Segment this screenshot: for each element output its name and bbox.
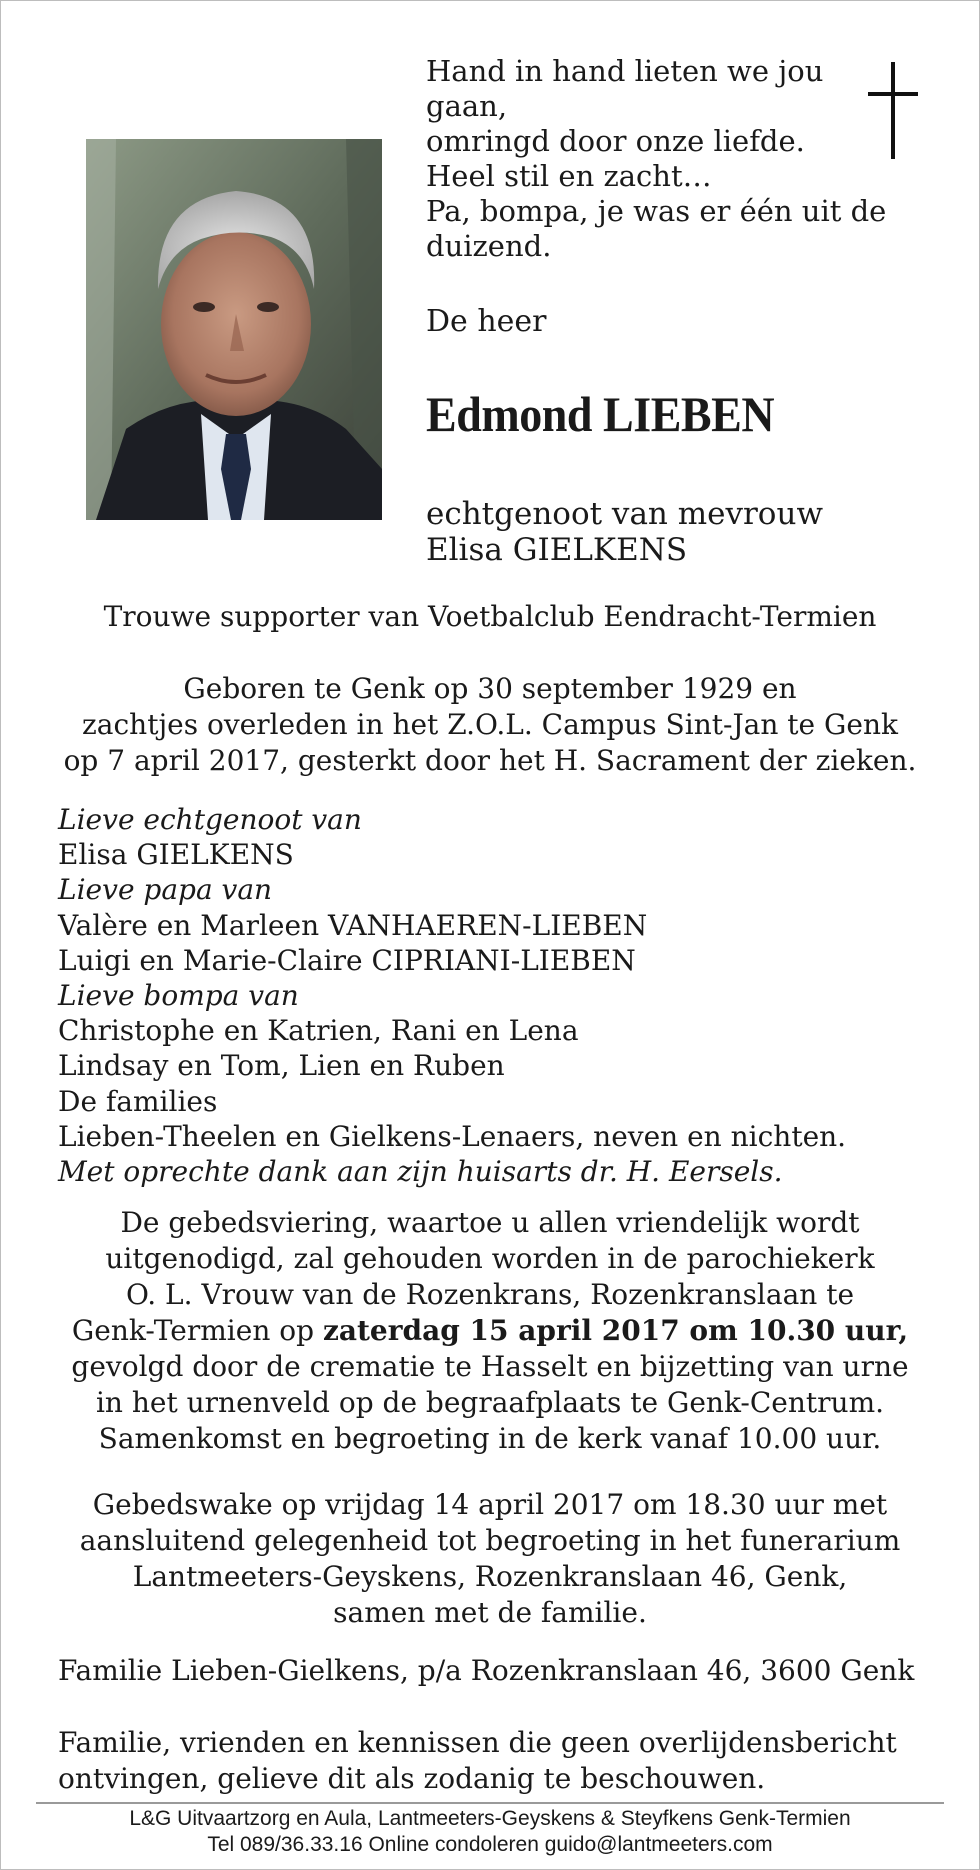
footer-contact: Tel 089/36.33.16 Online condoleren guido@lantmeeters.com bbox=[207, 1833, 773, 1856]
family-heading: Lieve papa van bbox=[58, 873, 273, 907]
spouse-name: Elisa GIELKENS bbox=[426, 532, 688, 568]
service-line: O. L. Vrouw van de Rozenkrans, Rozenkranslaan te bbox=[125, 1278, 855, 1311]
service-line-prefix: Genk-Termien op bbox=[71, 1314, 323, 1347]
family-member: Elisa GIELKENS bbox=[58, 838, 294, 872]
life-line: op 7 april 2017, gesterkt door het H. Sacrament der zieken. bbox=[63, 744, 917, 777]
notice-line: Familie, vrienden en kennissen die geen overlijdensbericht bbox=[58, 1726, 897, 1759]
poem-line: Pa, bompa, je was er één uit de bbox=[426, 194, 887, 228]
cross-icon bbox=[868, 62, 918, 162]
poem-line: gaan, bbox=[426, 89, 508, 123]
spouse-line: echtgenoot van mevrouw bbox=[426, 496, 823, 532]
life-line: Geboren te Genk op 30 september 1929 en bbox=[183, 672, 797, 705]
poem-line: Hand in hand lieten we jou bbox=[426, 54, 824, 88]
family-list bbox=[58, 802, 938, 1189]
wake-line: Gebedswake op vrijdag 14 april 2017 om 18.30 uur met bbox=[92, 1488, 888, 1521]
service-line bbox=[40, 1313, 940, 1349]
family-member: Lieben-Theelen en Gielkens-Lenaers, neven en nichten. bbox=[58, 1119, 847, 1153]
family-heading: Lieve echtgenoot van bbox=[58, 803, 362, 836]
thanks-line: Met oprechte dank aan zijn huisarts dr. H. Eersels. bbox=[58, 1155, 783, 1189]
footer-funeral-home: L&G Uitvaartzorg en Aula, Lantmeeters-Geyskens & Steyfkens Genk-Termien bbox=[129, 1807, 851, 1830]
life-dates bbox=[40, 671, 940, 779]
life-line: zachtjes overleden in het Z.O.L. Campus Sint-Jan te Genk bbox=[82, 708, 898, 741]
service-details bbox=[40, 1205, 940, 1457]
family-member: Lindsay en Tom, Lien en Ruben bbox=[58, 1049, 505, 1083]
portrait-photo bbox=[86, 139, 382, 520]
footer-divider bbox=[36, 1802, 944, 1804]
service-line: in het urnenveld op de begraafplaats te Genk-Centrum. bbox=[95, 1386, 885, 1419]
service-line: uitgenodigd, zal gehouden worden in de parochiekerk bbox=[105, 1242, 875, 1275]
service-date: zaterdag 15 april 2017 om 10.30 uur, bbox=[322, 1314, 909, 1347]
wake-line: aansluitend gelegenheid tot begroeting in het funerarium bbox=[79, 1524, 901, 1557]
wake-line: samen met de familie. bbox=[333, 1596, 647, 1629]
wake-details bbox=[40, 1487, 940, 1631]
honorific: De heer bbox=[426, 304, 547, 339]
poem bbox=[426, 54, 887, 264]
notice-line: ontvingen, gelieve dit als zodanig te beschouwen. bbox=[58, 1762, 766, 1795]
service-line: Samenkomst en begroeting in de kerk vanaf 10.00 uur. bbox=[98, 1422, 882, 1455]
family-member: Luigi en Marie-Claire CIPRIANI-LIEBEN bbox=[58, 943, 636, 977]
poem-line: duizend. bbox=[426, 229, 552, 263]
poem-line: Heel stil en zacht… bbox=[426, 159, 712, 193]
deceased-name: Edmond LIEBEN bbox=[426, 386, 775, 442]
family-address: Familie Lieben-Gielkens, p/a Rozenkranslaan 46, 3600 Genk bbox=[58, 1654, 915, 1687]
family-heading: Lieve bompa van bbox=[58, 979, 299, 1013]
family-member: Valère en Marleen VANHAEREN-LIEBEN bbox=[58, 908, 648, 942]
family-member: Christophe en Katrien, Rani en Lena bbox=[58, 1014, 579, 1048]
wake-line: Lantmeeters-Geyskens, Rozenkranslaan 46, Genk, bbox=[132, 1560, 848, 1593]
service-line: De gebedsviering, waartoe u allen vriendelijk wordt bbox=[120, 1206, 860, 1239]
service-line: gevolgd door de crematie te Hasselt en bijzetting van urne bbox=[71, 1350, 909, 1383]
notice bbox=[58, 1725, 958, 1797]
spouse-info bbox=[426, 496, 823, 568]
supporter-line: Trouwe supporter van Voetbalclub Eendracht-Termien bbox=[103, 600, 877, 633]
family-member: De families bbox=[58, 1084, 218, 1118]
poem-line: omringd door onze liefde. bbox=[426, 124, 805, 158]
